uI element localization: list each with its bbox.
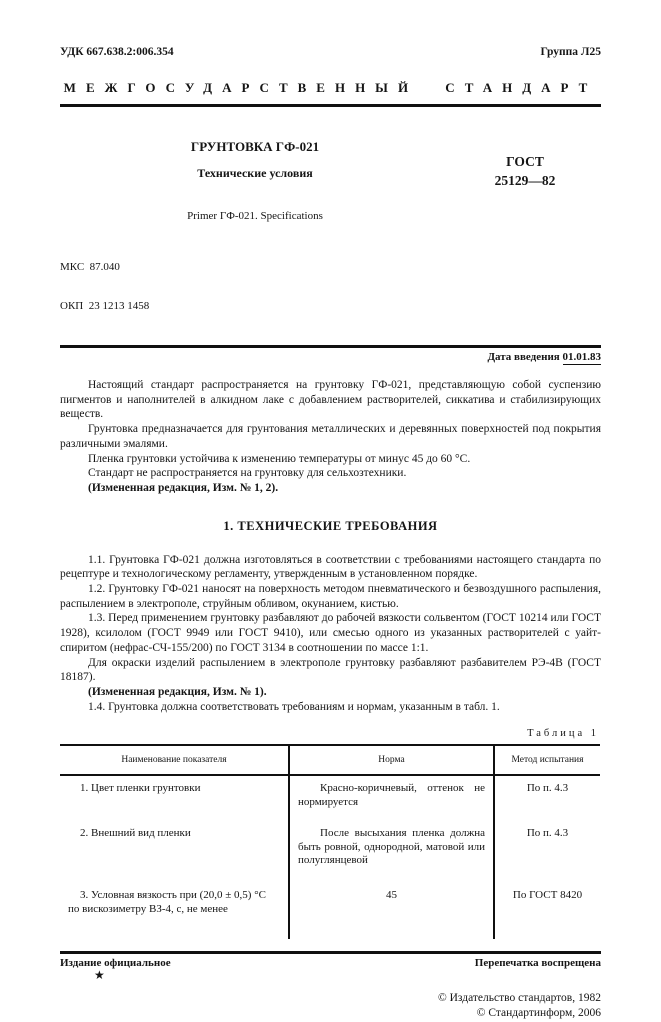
table-caption: Таблица 1 — [527, 728, 599, 740]
section-technical-requirements — [60, 519, 601, 715]
classification-row — [60, 46, 601, 58]
standard-type-heading: МЕЖГОСУДАРСТВЕННЫЙ СТАНДАРТ — [63, 80, 598, 95]
amendment-note: (Измененная редакция, Изм. № 1). — [88, 685, 267, 698]
title-block — [60, 139, 601, 190]
table-row — [60, 775, 600, 821]
indicator-name-cell: 1. Цвет пленки грунтовки — [60, 775, 289, 821]
document-subtitle: Технические условия — [197, 166, 313, 180]
amendment-note: (Измененная редакция, Изм. № 1, 2). — [88, 481, 279, 494]
group-code: Группа Л25 — [540, 46, 601, 58]
title-left-column — [60, 139, 450, 190]
column-header-norm: Норма — [289, 745, 494, 775]
paragraph: 1.1. Грунтовка ГФ-021 должна изготовляться в соответствии с требованиями настоящего стандарта по рецептуре и технологическому регламенту, утвержденным в установленном порядке. — [60, 553, 601, 581]
udk-code: УДК 667.638.2:006.354 — [60, 46, 174, 58]
codes-block — [60, 235, 601, 339]
header-divider — [60, 104, 601, 107]
paragraph: Грунтовка предназначается для грунтования металлических и деревянных поверхностей под покрытия различными эмалями. — [60, 423, 601, 450]
paragraph: Стандарт не распространяется на грунтовку для сельхозтехники. — [88, 467, 407, 480]
date-value: 01.01.83 — [562, 351, 601, 363]
gost-designation — [450, 152, 600, 190]
paragraph: Настоящий стандарт распространяется на грунтовку ГФ-021, представляющую собой суспензию пигментов и наполнителей в алкидном лаке с добавлением растворителей, сиккатива и стабилизирующих веществ. — [60, 379, 601, 421]
norm-cell: Красно-коричневый, оттенок не нормируется — [289, 775, 494, 821]
copyright-block — [60, 991, 601, 1022]
footer-notices — [60, 957, 601, 969]
paragraph: 1.4. Грунтовка должна соответствовать требованиям и нормам, указанным в табл. 1. — [88, 700, 500, 713]
okp-code: ОКП 23 1213 1458 — [60, 300, 150, 312]
gost-label: ГОСТ — [506, 154, 544, 169]
copyright-line-1: © Издательство стандартов, 1982 — [437, 991, 601, 1004]
paragraph: Для окраски изделий распылением в электрополе грунтовку разбавляют разбавителем РЭ-4В (ГОСТ 18187). — [60, 656, 601, 684]
column-header-method: Метод испытания — [494, 745, 600, 775]
star-icon: ★ — [94, 967, 105, 982]
method-cell: По ГОСТ 8420 — [512, 889, 583, 902]
requirements-table — [60, 744, 600, 939]
paragraph: 1.2. Грунтовку ГФ-021 наносят на поверхность методом пневматического и безвоздушного распыления, распылением в электрополе, струйным обливом, окунанием, кистью. — [60, 583, 601, 610]
table-row — [60, 883, 600, 939]
mks-code: МКС 87.040 — [60, 261, 120, 273]
gost-number: 25129—82 — [494, 173, 556, 188]
paragraph: Пленка грунтовки устойчива к изменению температуры от минус 45 до 60 °С. — [88, 452, 471, 465]
document-title-english: Primer ГФ-021. Specifications — [187, 210, 323, 222]
document-title: ГРУНТОВКА ГФ-021 — [190, 139, 320, 154]
reprint-prohibited-label: Перепечатка воспрещена — [474, 956, 601, 969]
paragraph: 1.3. Перед применением грунтовку разбавляют до рабочей вязкости сольвентом (ГОСТ 10214 или ГОСТ 1928), ксилолом (ГОСТ 9949 или ГОСТ 9410), или смесью одного из указанных растворителей с уайт-спиритом (нефрас-СЧ-155/200) по ГОСТ 3134 в соотношении по массе 1:1. — [60, 612, 601, 654]
method-cell: По п. 4.3 — [526, 827, 569, 840]
date-label: Дата введения — [487, 351, 560, 363]
indicator-name-cell: 2. Внешний вид пленки — [60, 821, 289, 883]
table-row — [60, 821, 600, 883]
method-cell: По п. 4.3 — [526, 782, 569, 795]
table-header-row — [60, 745, 600, 775]
norm-cell: 45 — [289, 883, 494, 939]
indicator-name-cell: 3. Условная вязкость при (20,0 ± 0,5) °С по вискозиметру ВЗ-4, с, не менее — [60, 883, 289, 939]
date-divider — [60, 345, 601, 348]
copyright-line-2: © Стандартинформ, 2006 — [476, 1007, 601, 1020]
section-heading: 1. ТЕХНИЧЕСКИЕ ТРЕБОВАНИЯ — [223, 518, 438, 533]
introduction-text — [60, 378, 601, 496]
introduction-date — [60, 351, 601, 363]
official-edition-label: Издание официальное — [60, 956, 171, 969]
norm-cell: После высыхания пленка должна быть ровной, однородной, матовой или полуглянцевой — [289, 821, 494, 883]
footer-divider — [60, 951, 601, 954]
column-header-indicator: Наименование показателя — [60, 745, 289, 775]
